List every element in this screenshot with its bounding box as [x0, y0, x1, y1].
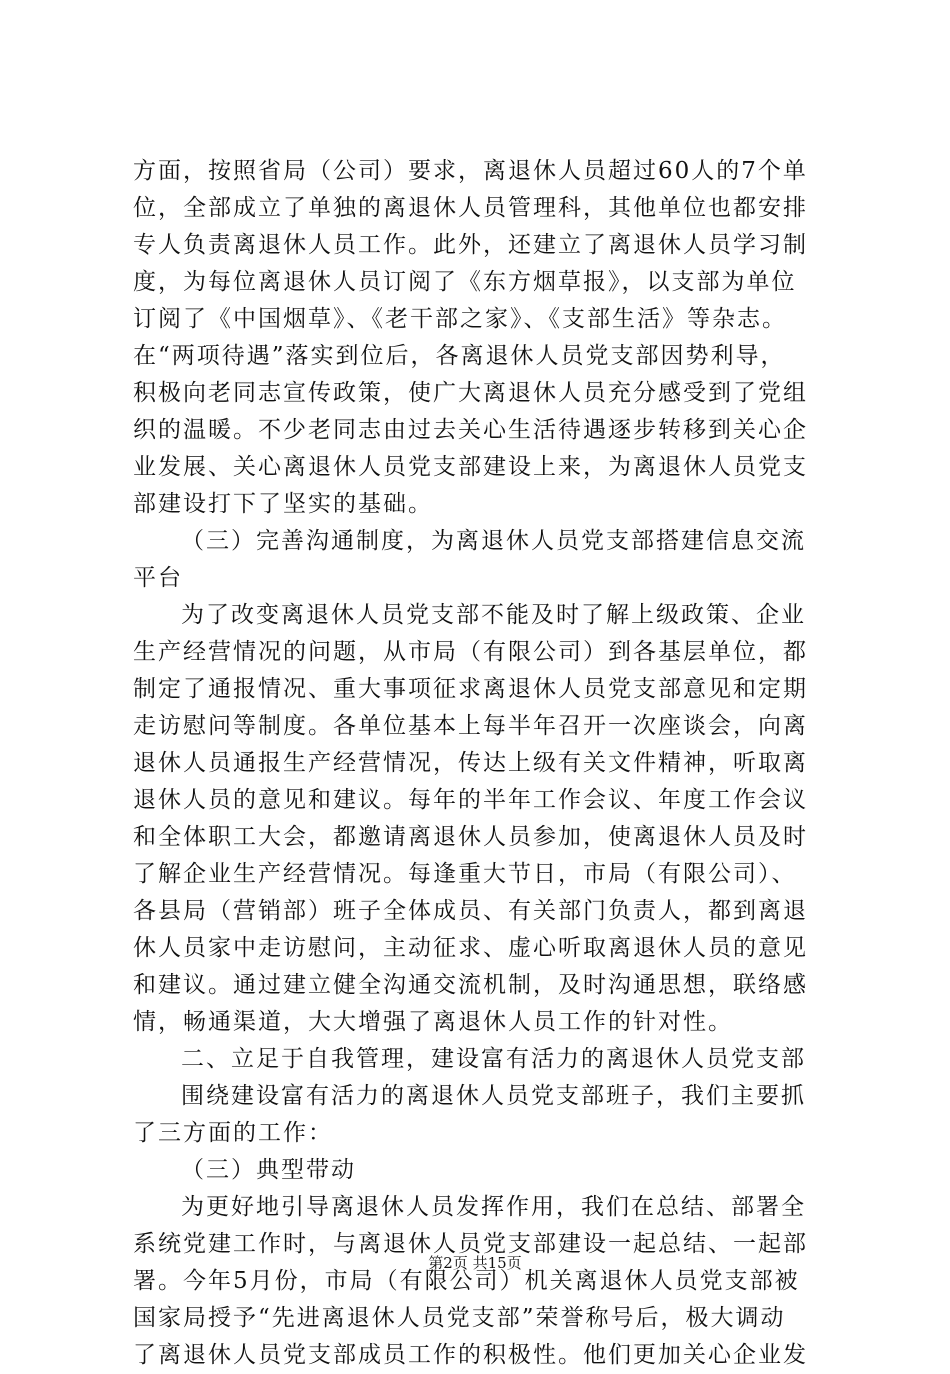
- text-line: 方面，按照省局（公司）要求，离退休人员超过60人的7个单: [133, 158, 808, 184]
- text-line: 国家局授予“先进离退休人员党支部”荣誉称号后，极大调动: [133, 1305, 786, 1331]
- text-line: 订阅了《中国烟草》、《老干部之家》、《支部生活》等杂志。: [133, 306, 787, 332]
- text-line: 署。今年5月份，市局（有限公司）机关离退休人员党支部被: [133, 1268, 800, 1294]
- text-line: 制定了通报情况、重大事项征求离退休人员党支部意见和定期: [133, 676, 808, 702]
- text-line: 业发展、关心离退休人员党支部建设上来，为离退休人员党支: [133, 454, 808, 480]
- section-heading-line: （三）典型带动: [181, 1157, 356, 1183]
- text-line: 位，全部成立了单独的离退休人员管理科，其他单位也都安排: [133, 195, 808, 221]
- text-line: 织的温暖。不少老同志由过去关心生活待遇逐步转移到关心企: [133, 417, 808, 443]
- text-line: 了三方面的工作：: [133, 1120, 333, 1146]
- text-line: 系统党建工作时，与离退休人员党支部建设一起总结、一起部: [133, 1231, 808, 1257]
- text-line: 度，为每位离退休人员订阅了《东方烟草报》，以支部为单位: [133, 269, 797, 295]
- text-line: 和建议。通过建立健全沟通交流机制，及时沟通思想，联络感: [133, 972, 808, 998]
- text-line: 和全体职工大会，都邀请离退休人员参加，使离退休人员及时: [133, 824, 808, 850]
- text-line: 部建设打下了坚实的基础。: [133, 491, 433, 517]
- text-line: 生产经营情况的问题，从市局（有限公司）到各基层单位，都: [133, 639, 808, 665]
- text-line: 了解企业生产经营情况。每逢重大节日，市局（有限公司）、: [133, 861, 797, 887]
- text-line: 各县局（营销部）班子全体成员、有关部门负责人，都到离退: [133, 898, 808, 924]
- text-line: 专人负责离退休人员工作。此外，还建立了离退休人员学习制: [133, 232, 808, 258]
- text-line: 积极向老同志宣传政策，使广大离退休人员充分感受到了党组: [133, 380, 808, 406]
- section-heading-line: 二、立足于自我管理，建设富有活力的离退休人员党支部: [181, 1046, 806, 1072]
- page-number-footer: 第2页 共15页: [428, 1254, 522, 1272]
- text-line: 情，畅通渠道，大大增强了离退休人员工作的针对性。: [133, 1009, 733, 1035]
- text-line: 退休人员通报生产经营情况，传达上级有关文件精神，听取离: [133, 750, 808, 776]
- text-line: 休人员家中走访慰问，主动征求、虚心听取离退休人员的意见: [133, 935, 808, 961]
- text-line: 在“两项待遇”落实到位后，各离退休人员党支部因势利导，: [133, 343, 786, 369]
- section-heading-line: 平台: [133, 565, 183, 591]
- text-line: 了离退休人员党支部成员工作的积极性。他们更加关心企业发: [133, 1342, 808, 1368]
- text-line: 走访慰问等制度。各单位基本上每半年召开一次座谈会，向离: [133, 713, 808, 739]
- section-heading-line: （三）完善沟通制度，为离退休人员党支部搭建信息交流: [181, 528, 806, 554]
- body-text: [133, 153, 833, 1374]
- text-line: 退休人员的意见和建议。每年的半年工作会议、年度工作会议: [133, 787, 808, 813]
- text-line: 围绕建设富有活力的离退休人员党支部班子，我们主要抓: [181, 1083, 806, 1109]
- text-line: 为更好地引导离退休人员发挥作用，我们在总结、部署全: [181, 1194, 806, 1220]
- text-line: 为了改变离退休人员党支部不能及时了解上级政策、企业: [181, 602, 806, 628]
